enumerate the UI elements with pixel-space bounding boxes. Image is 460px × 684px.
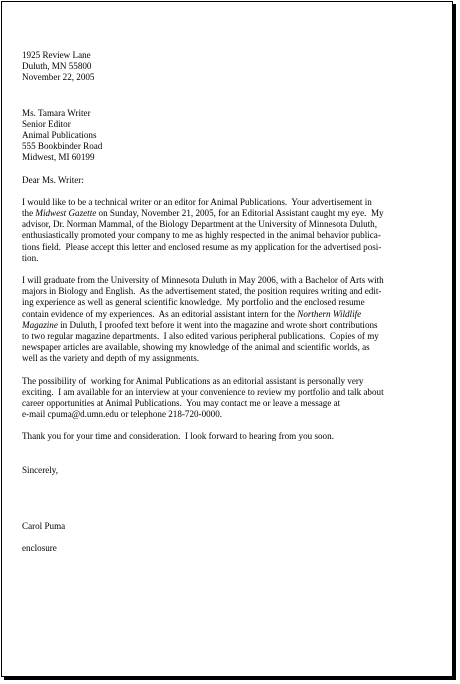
paragraph-line: newspaper articles are available, showing my knowledge of the animal and scientific worlds, as (22, 342, 370, 353)
signature (22, 521, 450, 532)
recipient-address (22, 108, 450, 164)
enclosure-note (22, 543, 450, 554)
paragraph-text: contain evidence of my experiences. As an editorial assistant intern for the (22, 308, 298, 319)
enclosure-text: enclosure (22, 543, 57, 554)
paragraph-line: tion. (22, 252, 39, 263)
paragraph-line: I will graduate from the University of Minnesota Duluth in May 2006, with a Bachelor of Arts with (22, 275, 384, 286)
paragraph-line: well as the variety and depth of my assignments. (22, 353, 200, 364)
signature-name: Carol Puma (22, 520, 66, 531)
sender-city: Duluth, MN 55800 (22, 61, 92, 72)
magazine-title: Magazine (22, 319, 58, 330)
paragraph-text: the (22, 208, 36, 219)
sender-address (22, 50, 450, 84)
paragraph-line: advisor, Dr. Norman Mammal, of the Biology Department at the University of Minnesota Duluth, (22, 219, 377, 230)
paragraph-line: enthusiastically promoted your company to me as highly respected in the animal behavior publica- (22, 230, 381, 241)
paragraph-line: ing experience as well as general scientific knowledge. My portfolio and the enclosed resume (22, 297, 365, 308)
paragraph-text: in Duluth, I proofed text before it went into the magazine and wrote short contributions (57, 319, 378, 330)
magazine-title: Northern Wildlife (297, 308, 362, 319)
paragraph-line: I would like to be a technical writer or an editor for Animal Publications. Your advertisement in (22, 196, 372, 207)
letter-page (1, 1, 453, 677)
paragraph-line: majors in Biology and English. As the advertisement stated, the position requires writing and edit- (22, 286, 382, 297)
recipient-company: Animal Publications (22, 130, 97, 141)
paragraph-3 (22, 376, 450, 421)
letter-body (22, 50, 450, 554)
closing-text: Sincerely, (22, 464, 59, 475)
recipient-street: 555 Bookbinder Road (22, 141, 103, 152)
paragraph-line: career opportunities at Animal Publications. You may contact me or leave a message at (22, 398, 341, 409)
paragraph-line (22, 208, 450, 219)
salutation-text: Dear Ms. Writer: (22, 174, 84, 185)
newspaper-title: Midwest Gazette (35, 208, 97, 219)
paragraph-2 (22, 275, 450, 365)
paragraph-line: exciting. I am available for an interview at your convenience to review my portfolio and talk about (22, 386, 384, 397)
sender-street: 1925 Review Lane (22, 50, 91, 60)
recipient-city: Midwest, MI 60199 (22, 152, 95, 163)
paragraph-line: Thank you for your time and consideration. I look forward to hearing from you soon. (22, 431, 334, 442)
paragraph-line: tions field. Please accept this letter and enclosed resume as my application for the advertised posi- (22, 241, 382, 252)
paragraph-line (22, 309, 450, 320)
salutation (22, 175, 450, 186)
closing (22, 465, 450, 476)
contact-line: e-mail cpuma@d.umn.edu or telephone 218-720-0000. (22, 409, 223, 420)
paragraph-text: on Sunday, November 21, 2005, for an Editorial Assistant caught my eye. My (96, 208, 384, 219)
paragraph-line: to two regular magazine departments. I also edited various peripheral publications. Copies of my (22, 331, 379, 342)
recipient-title: Senior Editor (22, 118, 71, 129)
letter-date: November 22, 2005 (22, 72, 95, 83)
paragraph-1 (22, 197, 450, 264)
paragraph-4 (22, 431, 450, 442)
recipient-name: Ms. Tamara Writer (22, 107, 91, 118)
paragraph-line (22, 320, 450, 331)
paragraph-line: The possibility of working for Animal Publications as an editorial assistant is personally very (22, 375, 364, 386)
